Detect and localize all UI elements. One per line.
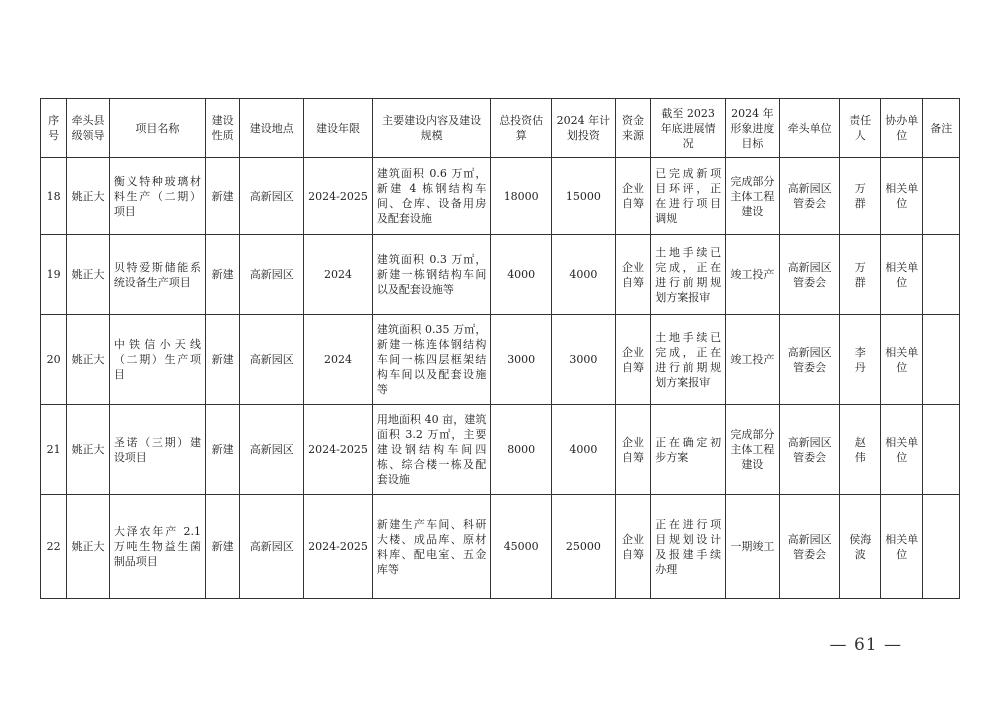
cell-location: 高新园区 bbox=[240, 315, 304, 405]
cell-lead-unit: 高新园区管委会 bbox=[779, 495, 840, 599]
cell-location: 高新园区 bbox=[240, 405, 304, 495]
cell-progress: 土地手续已完成，正在进行前期规划方案报审 bbox=[651, 235, 726, 315]
cell-goal: 竣工投产 bbox=[726, 315, 780, 405]
header-person: 责任人 bbox=[840, 99, 880, 158]
cell-nature: 新建 bbox=[205, 495, 239, 599]
header-no: 序号 bbox=[41, 99, 67, 158]
cell-funding: 企业自筹 bbox=[615, 495, 650, 599]
cell-leader: 姚正大 bbox=[67, 235, 110, 315]
cell-goal: 完成部分主体工程建设 bbox=[726, 158, 780, 235]
cell-assist-unit: 相关单位 bbox=[880, 158, 923, 235]
cell-funding: 企业自筹 bbox=[615, 158, 650, 235]
table-row bbox=[41, 235, 960, 315]
table-row bbox=[41, 158, 960, 235]
cell-remark bbox=[923, 235, 960, 315]
cell-leader: 姚正大 bbox=[67, 158, 110, 235]
cell-total-investment: 18000 bbox=[491, 158, 552, 235]
header-period: 建设年限 bbox=[304, 99, 373, 158]
cell-period: 2024-2025 bbox=[304, 495, 373, 599]
cell-total-investment: 8000 bbox=[491, 405, 552, 495]
cell-total-investment: 4000 bbox=[491, 235, 552, 315]
cell-content: 建筑面积 0.3 万㎡，新建一栋钢结构车间以及配套设施等 bbox=[372, 235, 490, 315]
cell-project-name: 贝特爱斯储能系统设备生产项目 bbox=[109, 235, 205, 315]
cell-no: 22 bbox=[41, 495, 67, 599]
cell-content: 建筑面积 0.35 万㎡，新建一栋连体钢结构车间一栋四层框架结构车间以及配套设施等 bbox=[372, 315, 490, 405]
cell-project-name: 衡义特种玻璃材料生产（二期）项目 bbox=[109, 158, 205, 235]
cell-no: 19 bbox=[41, 235, 67, 315]
cell-nature: 新建 bbox=[205, 158, 239, 235]
cell-assist-unit: 相关单位 bbox=[880, 235, 923, 315]
cell-period: 2024 bbox=[304, 315, 373, 405]
cell-goal: 一期竣工 bbox=[726, 495, 780, 599]
cell-lead-unit: 高新园区管委会 bbox=[779, 235, 840, 315]
cell-content: 用地面积 40 亩，建筑面积 3.2 万㎡，主要建设钢结构车间四栋、综合楼一栋及配套设施 bbox=[372, 405, 490, 495]
table-row bbox=[41, 315, 960, 405]
cell-project-name: 大泽农年产 2.1 万吨生物益生菌制品项目 bbox=[109, 495, 205, 599]
cell-no: 18 bbox=[41, 158, 67, 235]
cell-person: 李 丹 bbox=[840, 315, 880, 405]
cell-no: 20 bbox=[41, 315, 67, 405]
cell-location: 高新园区 bbox=[240, 158, 304, 235]
cell-progress: 土地手续已完成，正在进行前期规划方案报审 bbox=[651, 315, 726, 405]
table-row bbox=[41, 405, 960, 495]
cell-project-name: 中铁信小天线（二期）生产项目 bbox=[109, 315, 205, 405]
header-funding: 资金来源 bbox=[615, 99, 650, 158]
cell-funding: 企业自筹 bbox=[615, 315, 650, 405]
cell-person: 万 群 bbox=[840, 158, 880, 235]
cell-progress: 正在进行项目规划设计及报建手续办理 bbox=[651, 495, 726, 599]
cell-nature: 新建 bbox=[205, 315, 239, 405]
cell-remark bbox=[923, 315, 960, 405]
cell-content: 新建生产车间、科研大楼、成品库、原材料库、配电室、五金库等 bbox=[372, 495, 490, 599]
cell-person: 侯海波 bbox=[840, 495, 880, 599]
header-progress: 截至 2023 年底进展情况 bbox=[651, 99, 726, 158]
cell-funding: 企业自筹 bbox=[615, 235, 650, 315]
header-lead-unit: 牵头单位 bbox=[779, 99, 840, 158]
cell-plan-2024: 4000 bbox=[552, 405, 616, 495]
cell-total-investment: 3000 bbox=[491, 315, 552, 405]
cell-content: 建筑面积 0.6 万㎡，新建 4 栋钢结构车间、仓库、设备用房及配套设施 bbox=[372, 158, 490, 235]
header-row bbox=[41, 99, 960, 158]
cell-lead-unit: 高新园区管委会 bbox=[779, 158, 840, 235]
cell-leader: 姚正大 bbox=[67, 315, 110, 405]
page-number: — 61 — bbox=[829, 635, 902, 655]
header-plan-2024: 2024 年计划投资 bbox=[552, 99, 616, 158]
cell-plan-2024: 4000 bbox=[552, 235, 616, 315]
cell-funding: 企业自筹 bbox=[615, 405, 650, 495]
cell-period: 2024-2025 bbox=[304, 158, 373, 235]
cell-assist-unit: 相关单位 bbox=[880, 495, 923, 599]
cell-leader: 姚正大 bbox=[67, 495, 110, 599]
cell-location: 高新园区 bbox=[240, 235, 304, 315]
cell-location: 高新园区 bbox=[240, 495, 304, 599]
cell-period: 2024-2025 bbox=[304, 405, 373, 495]
header-location: 建设地点 bbox=[240, 99, 304, 158]
header-total-investment: 总投资估算 bbox=[491, 99, 552, 158]
cell-progress: 正在确定初步方案 bbox=[651, 405, 726, 495]
cell-remark bbox=[923, 158, 960, 235]
project-table bbox=[40, 98, 960, 599]
header-goal: 2024 年形象进度目标 bbox=[726, 99, 780, 158]
cell-total-investment: 45000 bbox=[491, 495, 552, 599]
cell-remark bbox=[923, 405, 960, 495]
cell-period: 2024 bbox=[304, 235, 373, 315]
header-content: 主要建设内容及建设规模 bbox=[372, 99, 490, 158]
cell-plan-2024: 3000 bbox=[552, 315, 616, 405]
cell-assist-unit: 相关单位 bbox=[880, 315, 923, 405]
cell-leader: 姚正大 bbox=[67, 405, 110, 495]
cell-nature: 新建 bbox=[205, 405, 239, 495]
header-nature: 建设性质 bbox=[205, 99, 239, 158]
cell-progress: 已完成新项目环评，正在进行项目调规 bbox=[651, 158, 726, 235]
cell-plan-2024: 25000 bbox=[552, 495, 616, 599]
cell-assist-unit: 相关单位 bbox=[880, 405, 923, 495]
cell-remark bbox=[923, 495, 960, 599]
cell-plan-2024: 15000 bbox=[552, 158, 616, 235]
header-project-name: 项目名称 bbox=[109, 99, 205, 158]
cell-project-name: 圣诺（三期）建设项目 bbox=[109, 405, 205, 495]
header-assist-unit: 协办单位 bbox=[880, 99, 923, 158]
cell-person: 万 群 bbox=[840, 235, 880, 315]
cell-no: 21 bbox=[41, 405, 67, 495]
cell-goal: 完成部分主体工程建设 bbox=[726, 405, 780, 495]
cell-goal: 竣工投产 bbox=[726, 235, 780, 315]
cell-lead-unit: 高新园区管委会 bbox=[779, 405, 840, 495]
cell-nature: 新建 bbox=[205, 235, 239, 315]
table-row bbox=[41, 495, 960, 599]
header-leader: 牵头县级领导 bbox=[67, 99, 110, 158]
header-remark: 备注 bbox=[923, 99, 960, 158]
cell-person: 赵 伟 bbox=[840, 405, 880, 495]
cell-lead-unit: 高新园区管委会 bbox=[779, 315, 840, 405]
